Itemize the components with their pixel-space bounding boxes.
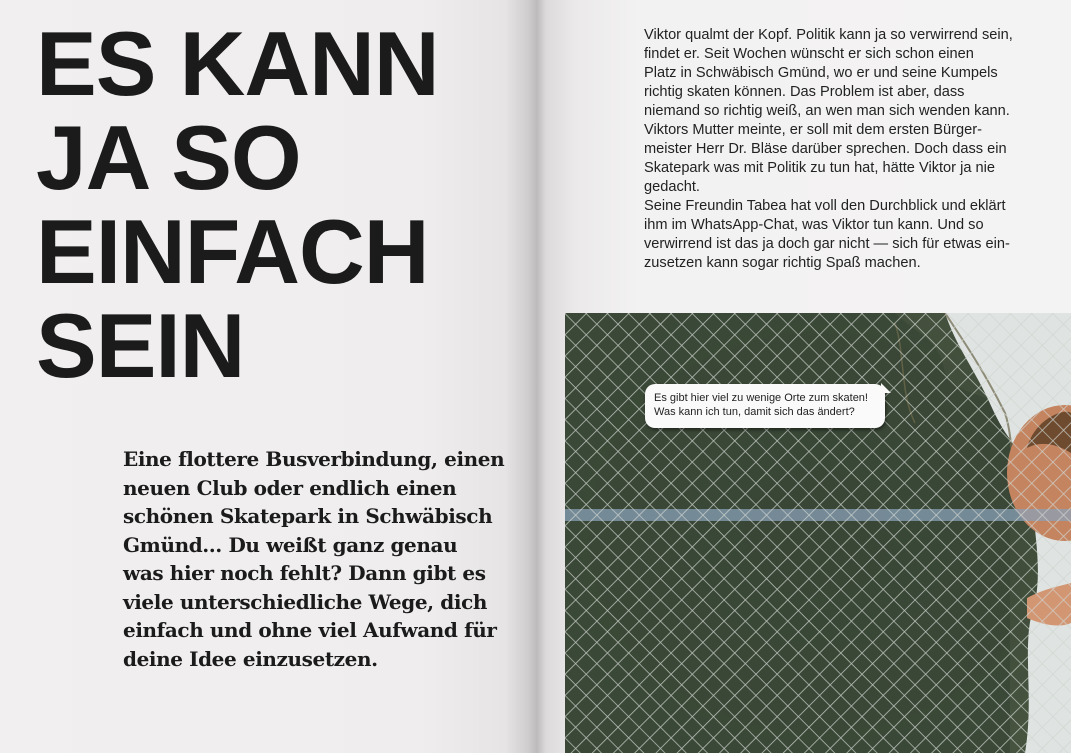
body-line: Platz in Schwäbisch Gmünd, wo er und seine Kumpels (644, 65, 998, 81)
chain-link-fence (565, 313, 1071, 753)
fence-photo-illustration (565, 313, 1071, 753)
body-text (644, 26, 1044, 273)
headline-line: EINFACH (36, 202, 429, 303)
body-line: richtig skaten können. Das Problem ist aber, dass (644, 84, 965, 100)
intro-line: was hier noch fehlt? Dann gibt es (123, 561, 486, 585)
body-line: meister Herr Dr. Bläse darüber sprechen. Doch dass ein (644, 141, 1007, 157)
body-line: zusetzen kann sogar richtig Spaß machen. (644, 255, 921, 271)
intro-line: Gmünd… Du weißt ganz genau (123, 532, 458, 557)
body-line: niemand so richtig weiß, an wen man sich wenden kann. (644, 103, 1010, 119)
intro-paragraph (123, 445, 518, 673)
body-line: Seine Freundin Tabea hat voll den Durchblick und eklärt (644, 198, 1006, 214)
intro-line: schönen Skatepark in Schwäbisch (123, 504, 493, 528)
skatepark-photo (565, 313, 1071, 753)
intro-line: Eine flottere Busverbindung, einen (123, 447, 505, 471)
body-line: Viktors Mutter meinte, er soll mit dem ersten Bürger- (644, 122, 982, 138)
chat-bubble-line: Was kann ich tun, damit sich das ändert? (654, 406, 855, 418)
chat-bubble-line: Es gibt hier viel zu wenige Orte zum skaten! (654, 392, 868, 404)
headline (36, 14, 439, 397)
body-line: Skatepark was mit Politik zu tun hat, hätte Viktor ja nie (644, 160, 995, 176)
body-line: findet er. Seit Wochen wünscht er sich schon einen (644, 46, 974, 62)
body-line: Viktor qualmt der Kopf. Politik kann ja so verwirrend sein, (644, 27, 1013, 43)
body-line: gedacht. (644, 179, 700, 195)
headline-line: ES KANN (36, 14, 439, 115)
chat-bubble (645, 384, 885, 428)
headline-line: JA SO (36, 108, 301, 209)
headline-line: SEIN (36, 296, 245, 397)
chat-bubble-tail (881, 383, 891, 393)
body-line: verwirrend ist das ja doch gar nicht — sich für etwas ein- (644, 236, 1010, 252)
intro-line: neuen Club oder endlich einen (123, 475, 457, 500)
body-line: ihm im WhatsApp-Chat, was Viktor tun kann. Und so (644, 217, 984, 233)
intro-line: viele unterschiedliche Wege, dich (123, 589, 487, 614)
intro-line: einfach und ohne viel Aufwand für (123, 618, 497, 642)
intro-line: deine Idee einzusetzen. (123, 646, 378, 671)
